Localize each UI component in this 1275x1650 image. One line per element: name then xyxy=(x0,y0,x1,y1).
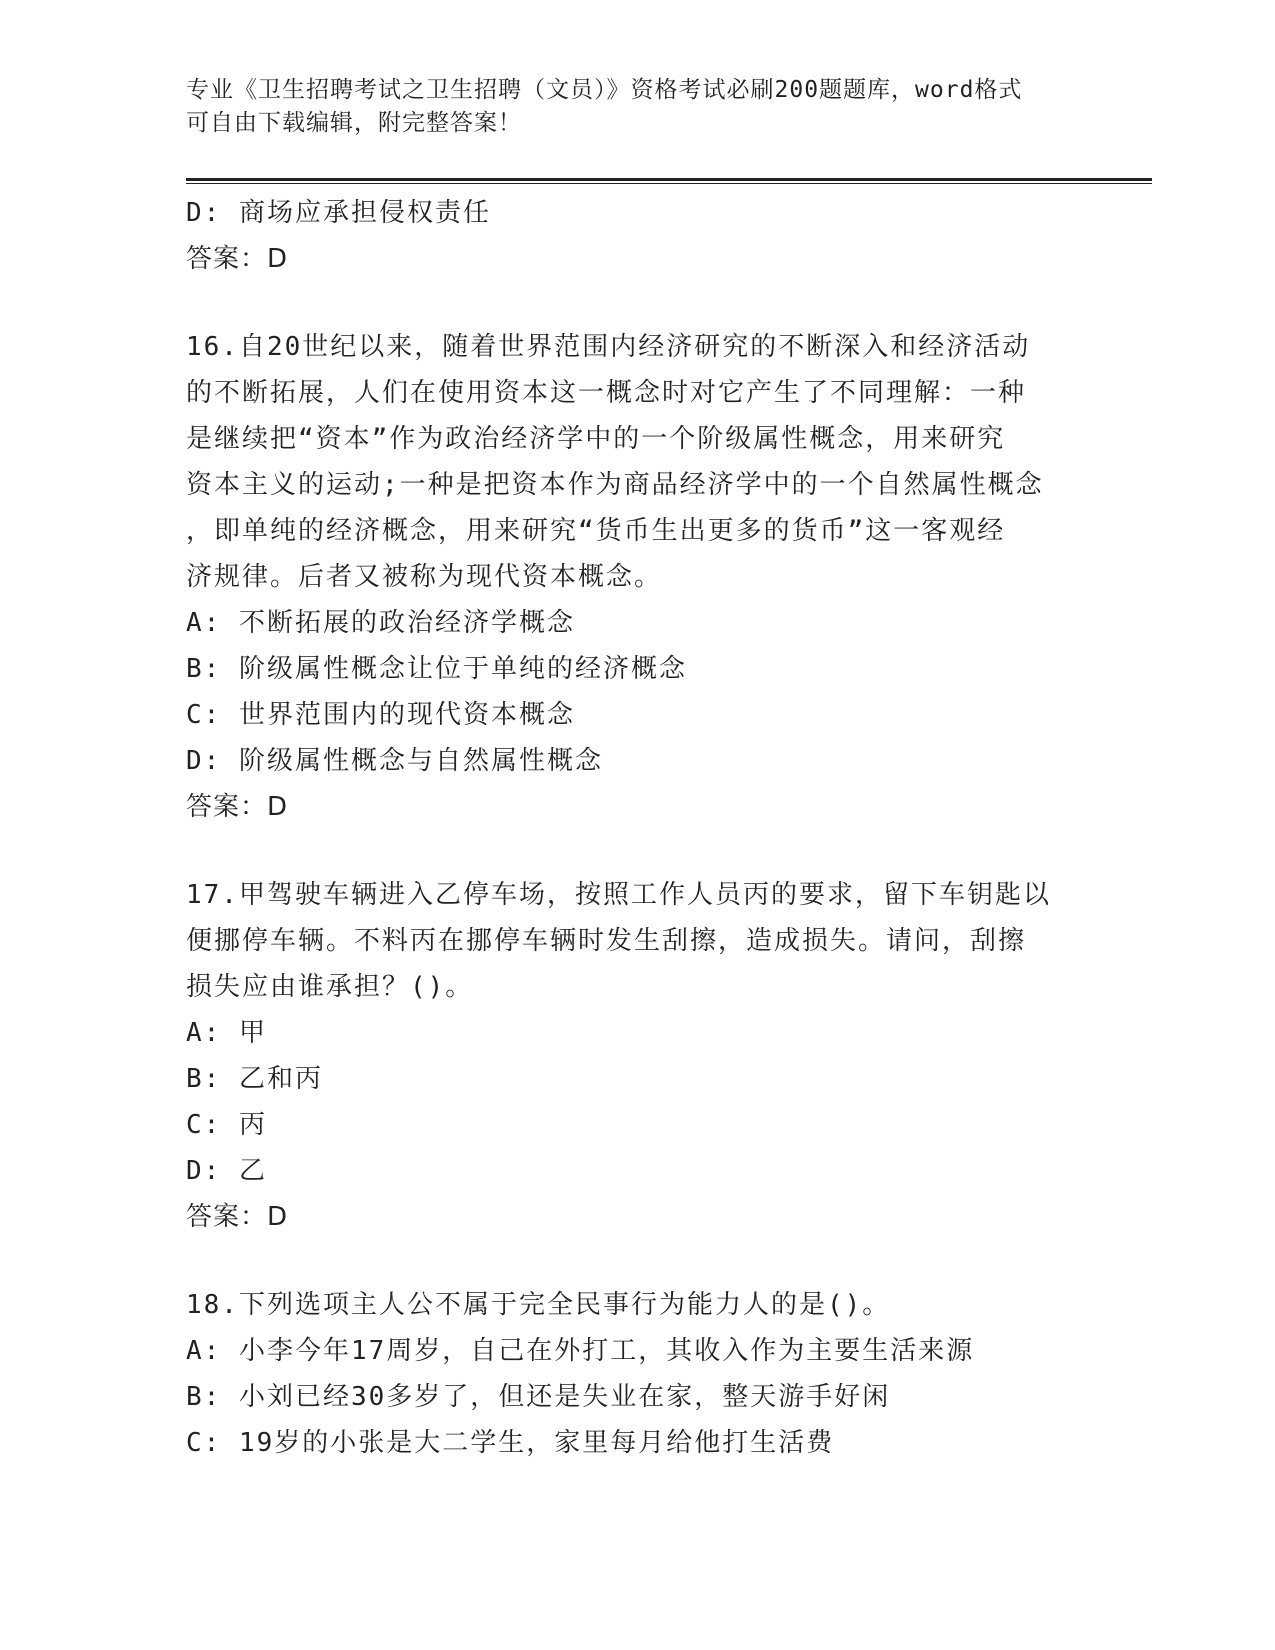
answer-line: 答案：D xyxy=(186,244,289,274)
option-b: B: 阶级属性概念让位于单纯的经济概念 xyxy=(186,654,687,684)
answer-line: 答案：D xyxy=(186,792,289,822)
question-text-line: 17.甲驾驶车辆进入乙停车场，按照工作人员丙的要求，留下车钥匙以 xyxy=(186,880,1051,910)
option-a: A: 不断拓展的政治经济学概念 xyxy=(186,608,575,638)
option-c: C: 丙 xyxy=(186,1110,267,1140)
question-text-line: 18.下列选项主人公不属于完全民事行为能力人的是()。 xyxy=(186,1290,891,1320)
option-c: C: 19岁的小张是大二学生，家里每月给他打生活费 xyxy=(186,1428,835,1458)
spacer xyxy=(186,282,1086,324)
option-c: C: 世界范围内的现代资本概念 xyxy=(186,700,575,730)
question-18 xyxy=(186,1282,1086,1466)
option-b: B: 乙和丙 xyxy=(186,1064,323,1094)
question-16 xyxy=(186,324,1086,830)
option-d: D: 商场应承担侵权责任 xyxy=(186,198,491,228)
question-text-line: 资本主义的运动;一种是把资本作为商品经济学中的一个自然属性概念 xyxy=(186,470,1044,500)
option-d: D: 乙 xyxy=(186,1156,267,1186)
option-a: A: 甲 xyxy=(186,1018,267,1048)
option-d: D: 阶级属性概念与自然属性概念 xyxy=(186,746,603,776)
question-17 xyxy=(186,872,1086,1240)
question-text-line: 16.自20世纪以来，随着世界范围内经济研究的不断深入和经济活动 xyxy=(186,332,1031,362)
header-divider-thin xyxy=(186,183,1152,184)
header-line-2: 可自由下载编辑，附完整答案！ xyxy=(186,110,522,136)
question-text-line: ，即单纯的经济概念，用来研究“货币生出更多的货币”这一客观经 xyxy=(186,516,1006,546)
document-header xyxy=(186,74,1066,140)
option-a: A: 小李今年17周岁，自己在外打工，其收入作为主要生活来源 xyxy=(186,1336,975,1366)
question-text-line: 济规律。后者又被称为现代资本概念。 xyxy=(186,562,663,592)
option-b: B: 小刘已经30多岁了，但还是失业在家，整天游手好闲 xyxy=(186,1382,891,1412)
header-line-1: 专业《卫生招聘考试之卫生招聘（文员）》资格考试必刷200题题库，word格式 xyxy=(186,77,1023,103)
question-text-line: 损失应由谁承担？()。 xyxy=(186,972,474,1002)
question-text-line: 是继续把“资本”作为政治经济学中的一个阶级属性概念，用来研究 xyxy=(186,424,1006,454)
spacer xyxy=(186,830,1086,872)
spacer xyxy=(186,1240,1086,1282)
document-body xyxy=(186,190,1086,1466)
question-text-line: 的不断拓展，人们在使用资本这一概念时对它产生了不同理解：一种 xyxy=(186,378,1027,408)
question-text-line: 便挪停车辆。不料丙在挪停车辆时发生刮擦，造成损失。请问，刮擦 xyxy=(186,926,1027,956)
answer-line: 答案：D xyxy=(186,1202,289,1232)
question-15-tail xyxy=(186,190,1086,282)
header-divider-thick xyxy=(186,178,1152,181)
